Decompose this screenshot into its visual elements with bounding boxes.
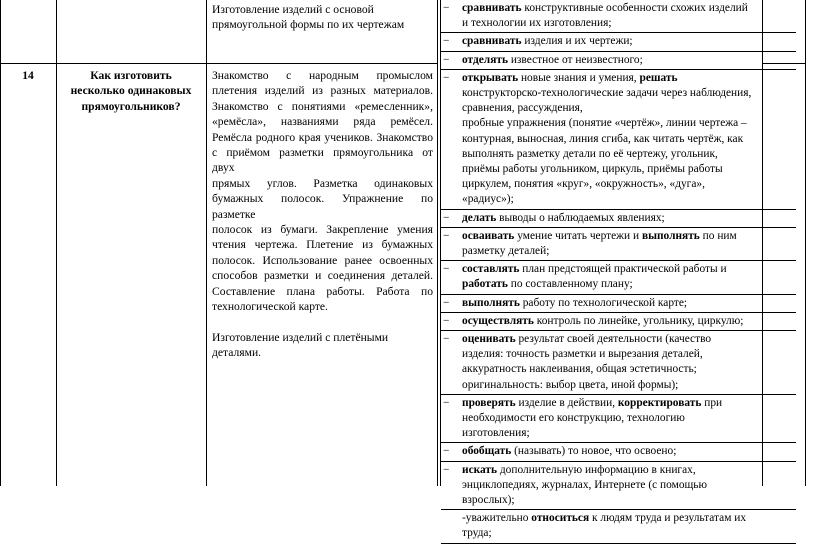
lesson-content: Знакомство с народным промыслом плетения изделий из разных материалов. Знакомство с понятиями «ремесленник», «ремёсла», названиями ряда ремёсел. Ремёсла родного края учеников. Знакомство с приёмом разметки прямоугольника от двух прямых углов. Разметка одинаковых бумажных полосок. Упражнение по разметке полосок из бумаги. Закрепление умения чтения чертежа. Плетение из бумажных полосок. Использование ранее освоенных способов разметки и соединения деталей. Составление плана работы. Работа по технологической карте. Изготовление изделий с плетёными деталями. (212, 69, 433, 360)
lesson-number: 14 (22, 69, 34, 82)
activity-separator (441, 51, 796, 52)
table-border-col3 (437, 0, 438, 486)
activity-dash: − (443, 263, 450, 276)
activity-text: отделять известное от неизвестного; (462, 53, 643, 66)
activity-dash: − (443, 333, 450, 345)
activity-text: оценивать результат своей деятельности (качество изделия: точность разметки и вырезания деталей, аккуратность наклеивания, общая эстетичность; оригинальность: выбор цвета, иной формы); (462, 333, 712, 391)
activity-text: проверять изделие в действии, корректировать при необходимости его конструкцию, технологию изготовления; (462, 396, 723, 440)
lesson-topic: Как изготовить несколько одинаковых прямоугольников? (70, 69, 192, 113)
table-border-col1 (56, 0, 57, 486)
activity-dash: − (443, 71, 450, 84)
activity-separator (441, 461, 796, 462)
activity-text: составлять план предстоящей практической работы и работать по составленному плану; (462, 263, 727, 291)
activity-dash: − (443, 463, 450, 476)
activity-separator (441, 442, 796, 443)
activity-text: искать дополнительную информацию в книгах, энциклопедиях, журналах, Интернете (с помощью взрослых); (462, 463, 707, 506)
activity-separator (441, 394, 796, 395)
activity-text: открывать новые знания и умения, решать конструкторско-технологические задачи через наблюдения, сравнения, рассуждения, пробные упражнения (понятие «чертёж», линии чертежа – контурная, выносная, линия сгиба, как читать чертёж, как выполнять разметку детали по её чертежу, угольник, приёмы работы угольником, циркуль, приёмы работы циркулем, понятия «круг», «окружность», «дуга», «радиус»); (462, 71, 752, 206)
row-separator (0, 63, 437, 64)
table-border-col6 (805, 0, 806, 486)
activity-separator (441, 294, 796, 295)
activity-dash: − (443, 396, 450, 409)
activity-dash: − (443, 229, 450, 242)
activity-separator (441, 330, 796, 331)
activity-text: осваивать умение читать чертежи и выполнять по ним разметку деталей; (462, 229, 737, 257)
activity-text: осуществлять контроль по линейке, угольнику, циркулю; (462, 314, 744, 327)
activity-separator (441, 69, 796, 70)
prev-row-content: Изготовление изделий с основой прямоугольной формы по их чертежам (212, 3, 405, 32)
activity-text: сравнивать изделия и их чертежи; (462, 35, 633, 48)
activity-separator (441, 209, 796, 210)
activity-dash: − (443, 2, 450, 14)
activity-separator (441, 509, 796, 510)
table-border-col4 (440, 0, 441, 486)
activity-separator (441, 543, 796, 544)
activity-dash: − (443, 314, 450, 327)
activity-dash: − (443, 296, 450, 309)
activity-dash: − (443, 211, 450, 224)
activity-separator (441, 312, 796, 313)
activity-text: выполнять работу по технологической карте; (462, 296, 688, 309)
activity-separator (441, 227, 796, 228)
activity-text: делать выводы о наблюдаемых явлениях; (462, 211, 665, 224)
activity-text: обобщать (называть) то новое, что освоено; (462, 445, 677, 458)
activity-dash: − (443, 445, 450, 458)
activity-text: -уважительно относиться к людям труда и результатам их труда; (462, 512, 747, 540)
activity-separator (441, 260, 796, 261)
activity-separator (441, 32, 796, 33)
table-border-col2 (206, 0, 207, 486)
activity-dash: − (443, 53, 450, 66)
activity-text: сравнивать конструктивные особенности схожих изделий и технологии их изготовления; (462, 2, 748, 30)
activity-dash: − (443, 35, 450, 48)
